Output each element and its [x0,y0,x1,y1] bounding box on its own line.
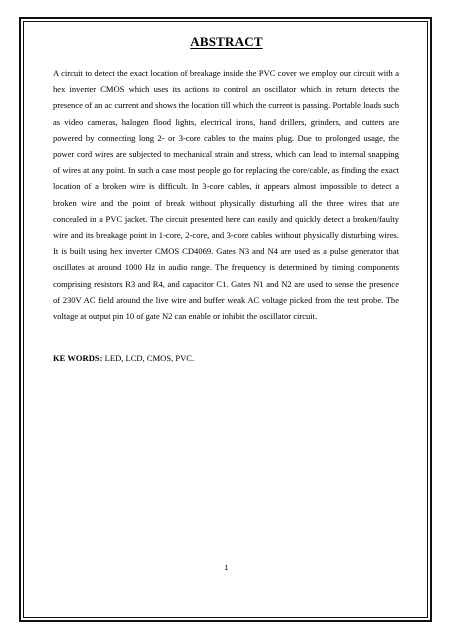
title-text: ABSTRACT [190,34,263,49]
page-title [0,34,453,50]
keywords-line [53,350,399,366]
page-number: 1 [224,565,229,572]
keywords-label: KE WORDS: [53,353,103,363]
abstract-paragraph: A circuit to detect the exact location of breakage inside the PVC cover we employ our circuit with a hex inverter CMOS which uses its actions to control an oscillator which in return detects the presence of an ac current and shows the location till which the current is passing. Portable loads such as video cameras, halogen flood lights, electrical irons, hand drillers, grinders, and cutters are powered by connecting long 2- or 3-core cables to the mains plug. Due to prolonged usage, the power cord wires are subjected to mechanical strain and stress, which can lead to internal snapping of wires at any point. In such a case most people go for replacing the core/cable, as finding the exact location of a broken wire is difficult. In 3-core cables, it appears almost impossible to detect a broken wire and the point of break without physically disturbing all the three wires that are concealed in a PVC jacket. The circuit presented here can easily and quickly detect a broken/faulty wire and its breakage point in 1-core, 2-core, and 3-core cables without physically disturbing wires. It is built using hex inverter CMOS CD4069. Gates N3 and N4 are used as a pulse generator that oscillates at around 1000 Hz in audio range. The frequency is determined by timing components comprising resistors R3 and R4, and capacitor C1. Gates N1 and N2 are used to sense the presence of 230V AC field around the live wire and buffer weak AC voltage picked from the test probe. The voltage at output pin 10 of gate N2 can enable or inhibit the oscillator circuit. [53,68,399,322]
keywords-value: LED, LCD, CMOS, PVC. [102,353,195,363]
